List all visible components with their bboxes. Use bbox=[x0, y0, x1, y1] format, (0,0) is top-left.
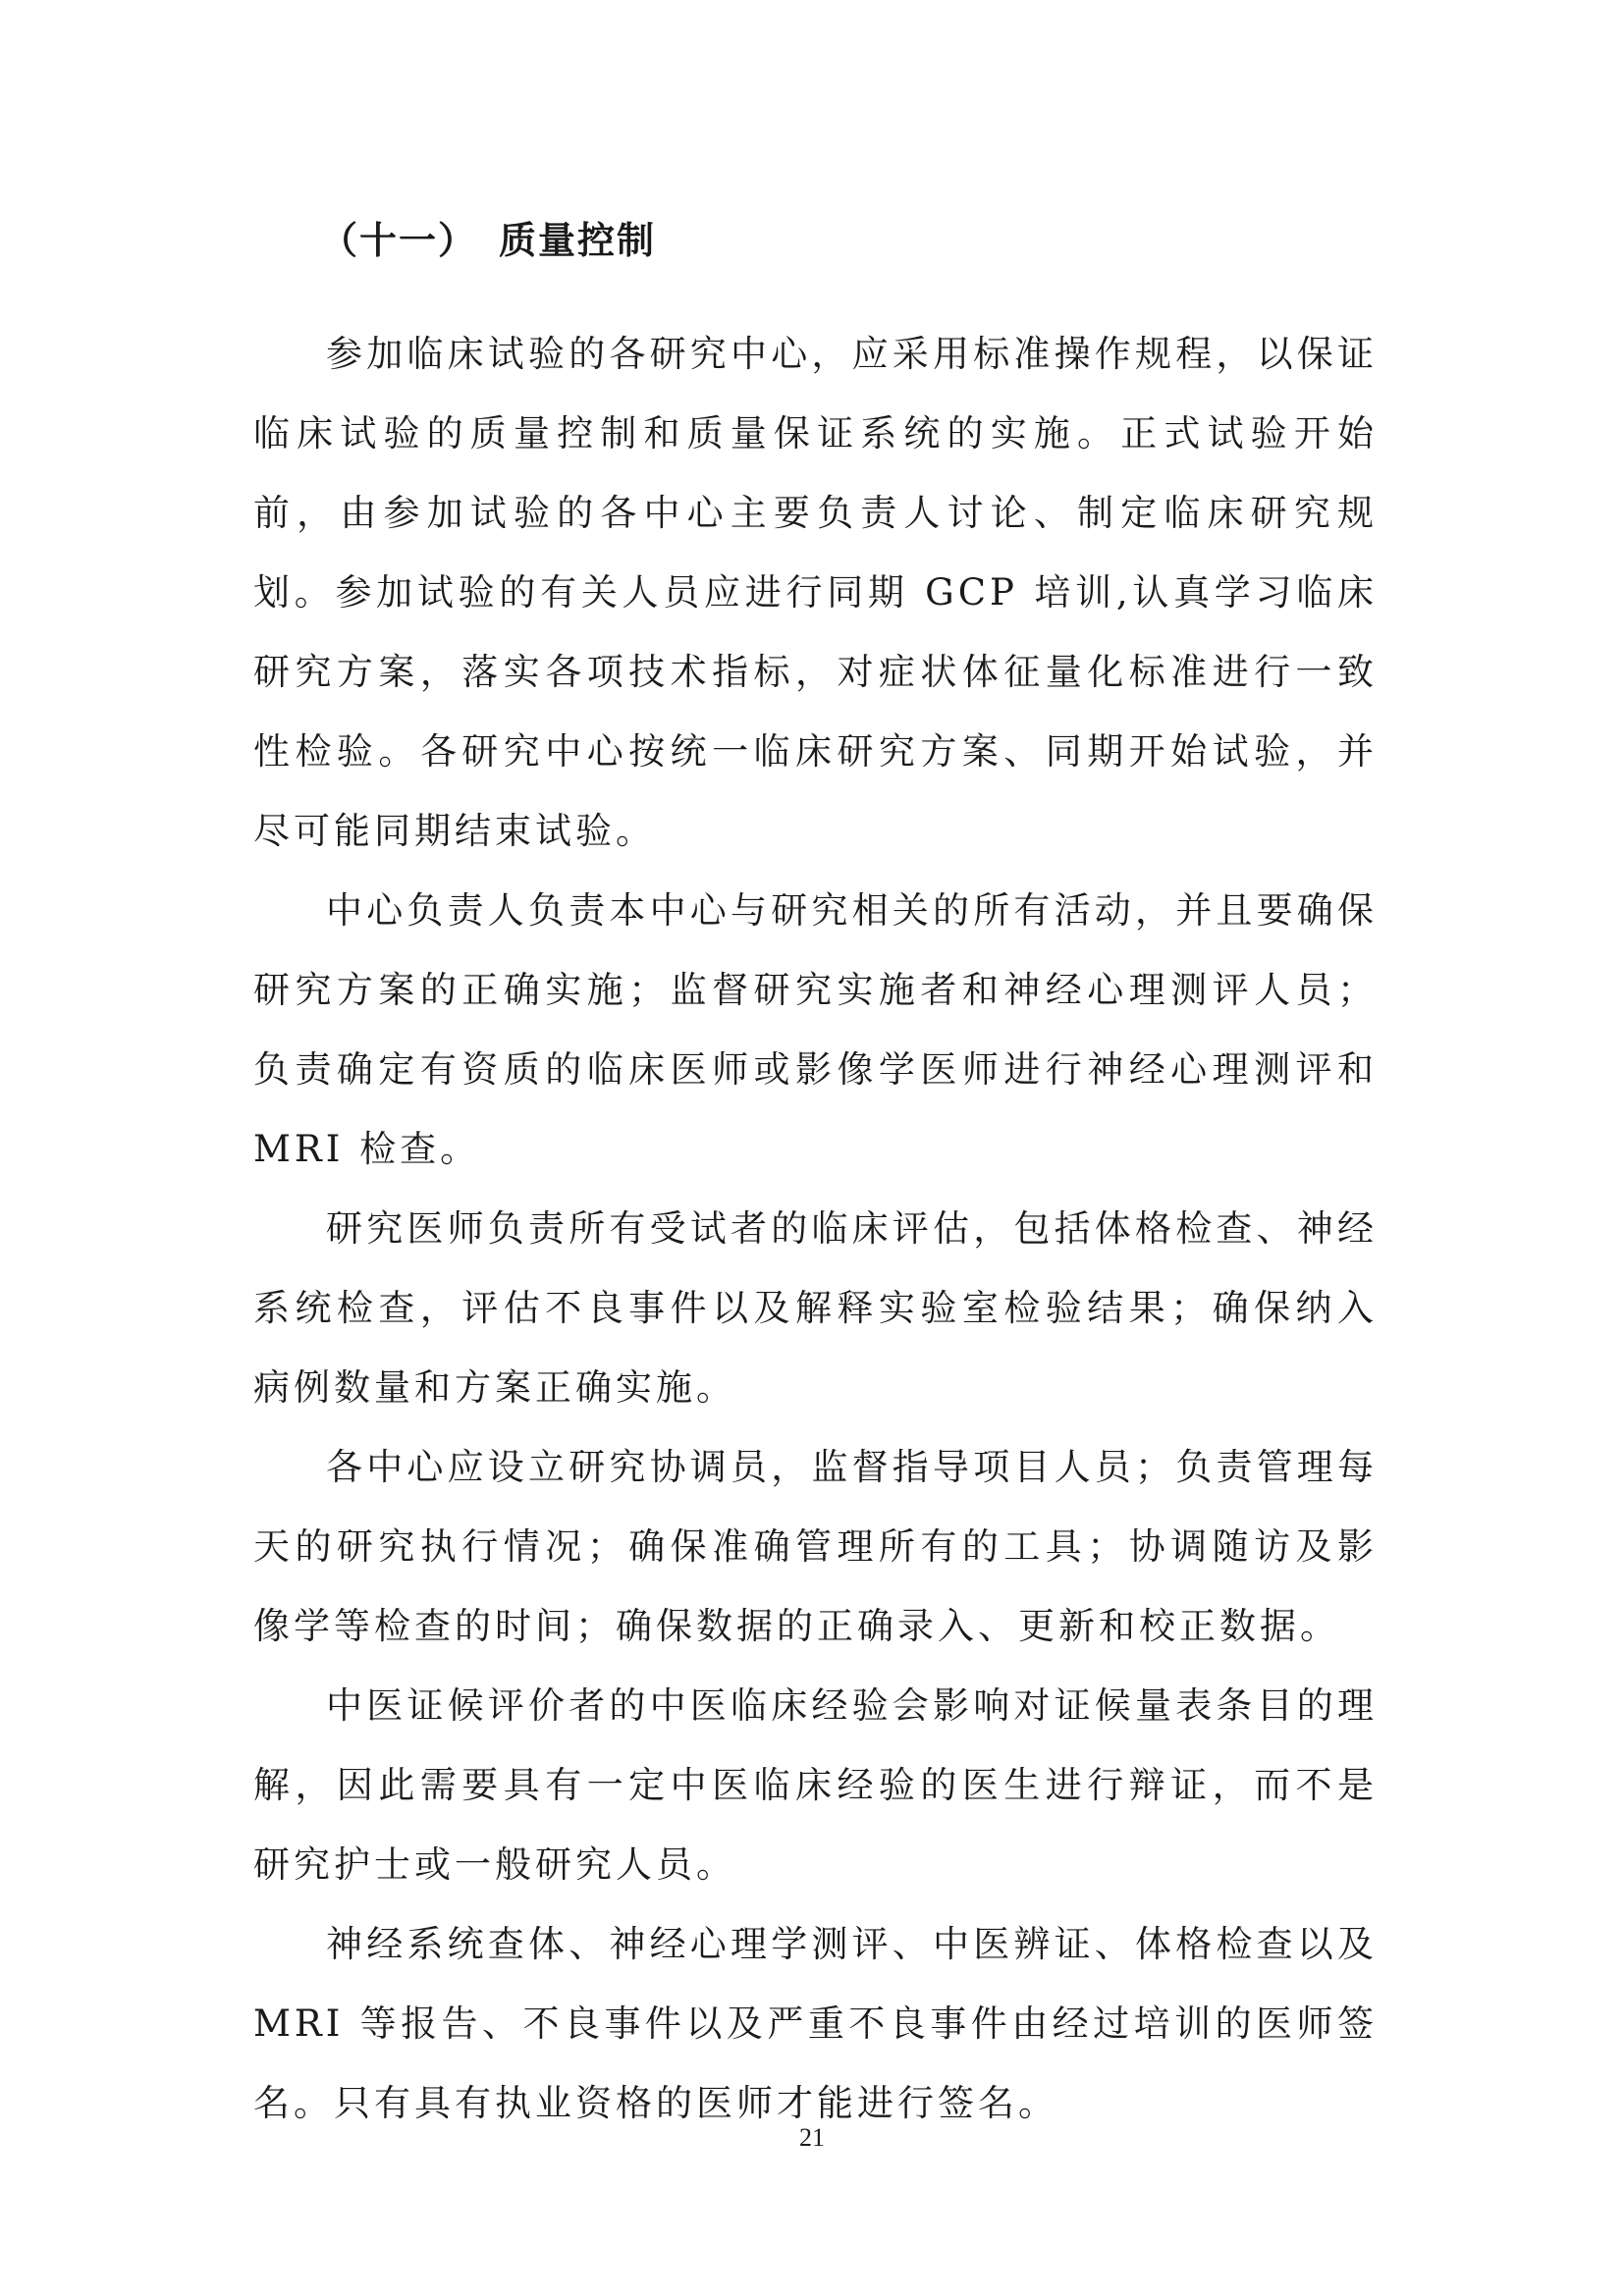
paragraph: 研究医师负责所有受试者的临床评估，包括体格检查、神经系统检查，评估不良事件以及解释实验室检验结果；确保纳入病例数量和方案正确实施。 bbox=[253, 1207, 1378, 1409]
paragraph: 参加临床试验的各研究中心，应采用标准操作规程，以保证临床试验的质量控制和质量保证系统的实施。正式试验开始前，由参加试验的各中心主要负责人讨论、制定临床研究规划。参加试验的有关人员应进行同期 GCP 培训,认真学习临床研究方案，落实各项技术指标，对症状体征量化标准进行一致性检验。各研究中心按统一临床研究方案、同期开始试验，并尽可能同期结束试验。 bbox=[253, 333, 1378, 852]
paragraph: 中医证候评价者的中医临床经验会影响对证候量表条目的理解，因此需要具有一定中医临床经验的医生进行辩证，而不是研究护士或一般研究人员。 bbox=[253, 1684, 1378, 1886]
body-text bbox=[253, 314, 1378, 2143]
paragraph: 各中心应设立研究协调员，监督指导项目人员；负责管理每天的研究执行情况；确保准确管理所有的工具；协调随访及影像学等检查的时间；确保数据的正确录入、更新和校正数据。 bbox=[253, 1446, 1378, 1647]
paragraph: 中心负责人负责本中心与研究相关的所有活动，并且要确保研究方案的正确实施；监督研究实施者和神经心理测评人员；负责确定有资质的临床医师或影像学医师进行神经心理测评和 MRI 检查。 bbox=[253, 889, 1378, 1170]
section-number: （十一） bbox=[320, 219, 478, 262]
paragraph: 神经系统查体、神经心理学测评、中医辨证、体格检查以及 MRI 等报告、不良事件以及严重不良事件由经过培训的医师签名。只有具有执业资格的医师才能进行签名。 bbox=[253, 1923, 1378, 2124]
section-title: 质量控制 bbox=[499, 219, 657, 262]
section-heading bbox=[320, 211, 656, 270]
page-number: 21 bbox=[799, 2123, 825, 2152]
